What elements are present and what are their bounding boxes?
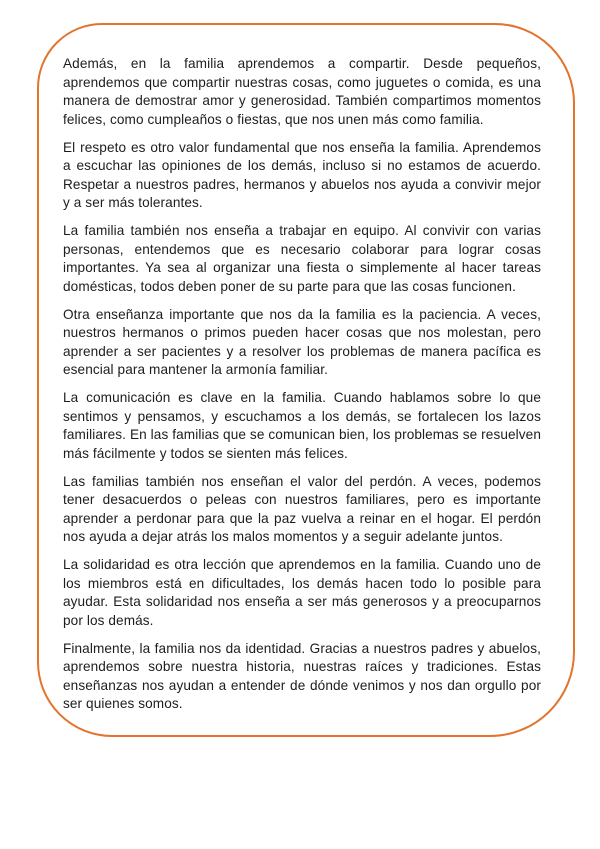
decorative-border-frame <box>37 23 575 737</box>
paragraph-teamwork: La familia también nos enseña a trabajar en equipo. Al convivir con varias personas, entendemos que es necesario colaborar para lograr cosas importantes. Ya sea al organizar una fiesta o simplemente al hacer tareas domésticas, todos deben poner de su parte para que las cosas funcionen. <box>63 223 541 294</box>
paragraph-forgiveness: Las familias también nos enseñan el valor del perdón. A veces, podemos tener desacuerdos o peleas con nuestros familiares, pero es importante aprender a perdonar para que la paz vuelva a reinar en el hogar. El perdón nos ayuda a dejar atrás los malos momentos y a seguir adelante juntos. <box>63 473 541 544</box>
paragraph-patience: Otra enseñanza importante que nos da la familia es la paciencia. A veces, nuestros hermanos o primos pueden hacer cosas que nos molestan, pero aprender a ser pacientes y a resolver los problemas de manera pacífica es esencial para mantener la armonía familiar. <box>63 306 541 377</box>
paragraph-communication: La comunicación es clave en la familia. Cuando hablamos sobre lo que sentimos y pensamos, y escuchamos a los demás, se fortalecen los lazos familiares. En las familias que se comunican bien, los problemas se resuelven más fácilmente y todos se sienten más felices. <box>63 390 541 461</box>
paragraph-respect: El respeto es otro valor fundamental que nos enseña la familia. Aprendemos a escuchar las opiniones de los demás, incluso si no estamos de acuerdo. Respetar a nuestros padres, hermanos y abuelos nos ayuda a convivir mejor y a ser más tolerantes. <box>63 139 541 210</box>
paragraph-sharing: Además, en la familia aprendemos a compartir. Desde pequeños, aprendemos que compartir nuestras cosas, como juguetes o comida, es una manera de demostrar amor y generosidad. También compartimos momentos felices, como cumpleaños o fiestas, que nos unen más como familia. <box>63 56 541 127</box>
text-content <box>63 55 541 714</box>
paragraph-solidarity: La solidaridad es otra lección que aprendemos en la familia. Cuando uno de los miembros está en dificultades, los demás hacen todo lo posible para ayudar. Esta solidaridad nos enseña a ser más generosos y a preocuparnos por los demás. <box>63 557 541 628</box>
paragraph-identity: Finalmente, la familia nos da identidad. Gracias a nuestros padres y abuelos, aprendemos sobre nuestra historia, nuestras raíces y tradiciones. Estas enseñanzas nos ayudan a entender de dónde venimos y nos dan orgullo por ser quienes somos. <box>63 640 541 711</box>
